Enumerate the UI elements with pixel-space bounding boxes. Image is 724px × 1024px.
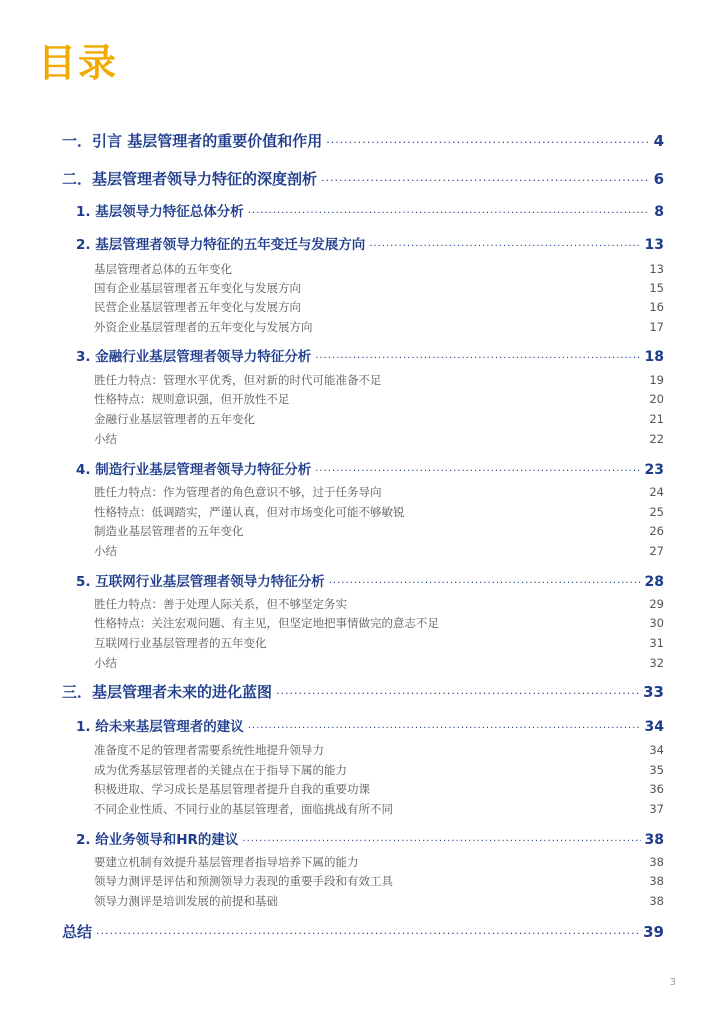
- toc-entry-page: 34: [649, 743, 664, 757]
- toc-leader-dots: [329, 578, 641, 589]
- toc-entry-label: 要建立机制有效提升基层管理者指导培养下属的能力: [94, 855, 359, 869]
- toc-entry-page: 38: [649, 874, 664, 888]
- toc-entry-label: 2. 给业务领导和HR的建议: [76, 832, 239, 848]
- toc-entry-page: 38: [649, 855, 664, 869]
- toc-entry[interactable]: [94, 319, 664, 335]
- toc-entry-label: 小结: [94, 544, 117, 558]
- toc-leader-dots: [315, 466, 640, 477]
- toc-entry[interactable]: [76, 200, 664, 220]
- toc-entry-page: 23: [644, 462, 664, 478]
- toc-entry-page: 27: [649, 544, 664, 558]
- toc-leader-dots: [276, 687, 639, 700]
- toc-entry-page: 29: [649, 597, 664, 611]
- toc-leader-dots: [242, 836, 640, 847]
- toc-entry[interactable]: [94, 873, 664, 889]
- toc-entry[interactable]: [94, 261, 664, 277]
- toc-entry-page: 24: [649, 485, 664, 499]
- toc-entry-page: 13: [644, 237, 664, 253]
- toc-entry-page: 22: [649, 432, 664, 446]
- toc-entry[interactable]: [94, 391, 664, 407]
- toc-entry[interactable]: [94, 411, 664, 427]
- toc-leader-dots: [315, 353, 640, 364]
- toc-entry[interactable]: [62, 168, 664, 189]
- toc-entry-page: 33: [643, 683, 664, 701]
- toc-entry-page: 39: [643, 923, 664, 941]
- toc-entry-label: 性格特点：规则意识强，但开放性不足: [94, 392, 290, 406]
- toc-entry[interactable]: [76, 570, 664, 590]
- toc-entry-label: 外资企业基层管理者的五年变化与发展方向: [94, 320, 313, 334]
- toc-entry-label: 2. 基层管理者领导力特征的五年变迁与发展方向: [76, 237, 366, 253]
- toc-entry-label: 民营企业基层管理者五年变化与发展方向: [94, 300, 301, 314]
- toc-entry-label: 小结: [94, 656, 117, 670]
- toc-entry-page: 20: [649, 392, 664, 406]
- toc-entry-label: 成为优秀基层管理者的关键点在于指导下属的能力: [94, 763, 347, 777]
- toc-entry-label: 金融行业基层管理者的五年变化: [94, 412, 255, 426]
- toc-entry-page: 32: [649, 656, 664, 670]
- toc-entry[interactable]: [94, 893, 664, 909]
- toc-entry-page: 4: [653, 132, 664, 150]
- toc-entry[interactable]: [94, 635, 664, 651]
- toc-entry[interactable]: [94, 280, 664, 296]
- toc-entry-label: 二．基层管理者领导力特征的深度剖析: [62, 170, 318, 188]
- toc-entry-page: 21: [649, 412, 664, 426]
- toc-entry-label: 胜任力特点：善于处理人际关系，但不够坚定务实: [94, 597, 347, 611]
- toc-entry[interactable]: [76, 345, 664, 365]
- toc-entry[interactable]: [94, 523, 664, 539]
- toc-entry[interactable]: [94, 742, 664, 758]
- toc-entry-page: 6: [653, 170, 664, 188]
- toc-entry-label: 不同企业性质、不同行业的基层管理者，面临挑战有所不同: [94, 802, 393, 816]
- toc-entry[interactable]: [62, 681, 664, 702]
- toc-entry[interactable]: [94, 655, 664, 671]
- toc-entry-label: 5. 互联网行业基层管理者领导力特征分析: [76, 574, 325, 590]
- toc-entry-label: 胜任力特点：管理水平优秀，但对新的时代可能准备不足: [94, 373, 382, 387]
- toc-entry-label: 互联网行业基层管理者的五年变化: [94, 636, 267, 650]
- toc-entry[interactable]: [62, 130, 664, 151]
- toc-entry[interactable]: [94, 372, 664, 388]
- toc-entry[interactable]: [76, 828, 664, 848]
- toc-entry-label: 性格特点：低调踏实，严谨认真，但对市场变化可能不够敏锐: [94, 505, 405, 519]
- toc-entry-label: 领导力测评是培训发展的前提和基础: [94, 894, 278, 908]
- toc-entry-label: 准备度不足的管理者需要系统性地提升领导力: [94, 743, 324, 757]
- toc-entry-label: 国有企业基层管理者五年变化与发展方向: [94, 281, 301, 295]
- toc-leader-dots: [248, 208, 651, 219]
- toc-entry[interactable]: [94, 615, 664, 631]
- toc-entry[interactable]: [62, 921, 664, 942]
- toc-entry-label: 小结: [94, 432, 117, 446]
- toc-entry-page: 34: [644, 719, 664, 735]
- toc-leader-dots: [369, 241, 640, 252]
- toc-entry-label: 4. 制造行业基层管理者领导力特征分析: [76, 462, 312, 478]
- toc-entry-label: 三．基层管理者未来的进化蓝图: [62, 683, 273, 701]
- toc-entry[interactable]: [94, 762, 664, 778]
- toc-entry-page: 37: [649, 802, 664, 816]
- page-title: 目录: [38, 41, 119, 85]
- toc-entry-page: 26: [649, 524, 664, 538]
- toc-entry[interactable]: [76, 458, 664, 478]
- toc-entry[interactable]: [94, 781, 664, 797]
- toc-entry-page: 38: [649, 894, 664, 908]
- toc-entry[interactable]: [94, 854, 664, 870]
- toc-entry-page: 38: [644, 832, 664, 848]
- toc-entry-page: 31: [649, 636, 664, 650]
- toc-entry-label: 1. 基层领导力特征总体分析: [76, 204, 244, 220]
- toc-entry[interactable]: [94, 504, 664, 520]
- toc-entry-label: 积极进取、学习成长是基层管理者提升自我的重要功课: [94, 782, 370, 796]
- toc-entry-label: 3. 金融行业基层管理者领导力特征分析: [76, 349, 312, 365]
- toc-entry[interactable]: [94, 431, 664, 447]
- toc-entry-page: 8: [654, 204, 664, 220]
- toc-entry[interactable]: [94, 596, 664, 612]
- toc-entry[interactable]: [94, 543, 664, 559]
- toc-entry-page: 36: [649, 782, 664, 796]
- toc-entry-page: 35: [649, 763, 664, 777]
- toc-leader-dots: [248, 723, 641, 734]
- toc-entry-label: 一．引言 基层管理者的重要价值和作用: [62, 132, 323, 150]
- toc-entry-page: 15: [649, 281, 664, 295]
- toc-entry-label: 领导力测评是评估和预测领导力表现的重要手段和有效工具: [94, 874, 393, 888]
- toc-entry-page: 28: [644, 574, 664, 590]
- toc-entry-label: 胜任力特点：作为管理者的角色意识不够，过于任务导向: [94, 485, 382, 499]
- toc-entry-label: 性格特点：关注宏观问题、有主见，但坚定地把事情做完的意志不足: [94, 616, 439, 630]
- toc-entry-page: 25: [649, 505, 664, 519]
- toc-leader-dots: [96, 927, 639, 940]
- page-number: 3: [669, 977, 676, 988]
- toc-entry[interactable]: [76, 715, 664, 735]
- toc-entry-page: 30: [649, 616, 664, 630]
- toc-entry[interactable]: [76, 233, 664, 253]
- toc-entry-label: 1. 给未来基层管理者的建议: [76, 719, 244, 735]
- toc-entry-page: 17: [649, 320, 664, 334]
- toc-entry-label: 制造业基层管理者的五年变化: [94, 524, 244, 538]
- toc-entry-page: 16: [649, 300, 664, 314]
- toc-leader-dots: [326, 136, 649, 149]
- toc-entry-page: 13: [649, 262, 664, 276]
- toc-entry[interactable]: [94, 299, 664, 315]
- toc-entry-label: 基层管理者总体的五年变化: [94, 262, 232, 276]
- toc-entry[interactable]: [94, 801, 664, 817]
- toc-entry-label: 总结: [62, 923, 93, 941]
- toc-entry-page: 18: [644, 349, 664, 365]
- toc-leader-dots: [321, 174, 650, 187]
- toc-entry[interactable]: [94, 484, 664, 500]
- toc-entry-page: 19: [649, 373, 664, 387]
